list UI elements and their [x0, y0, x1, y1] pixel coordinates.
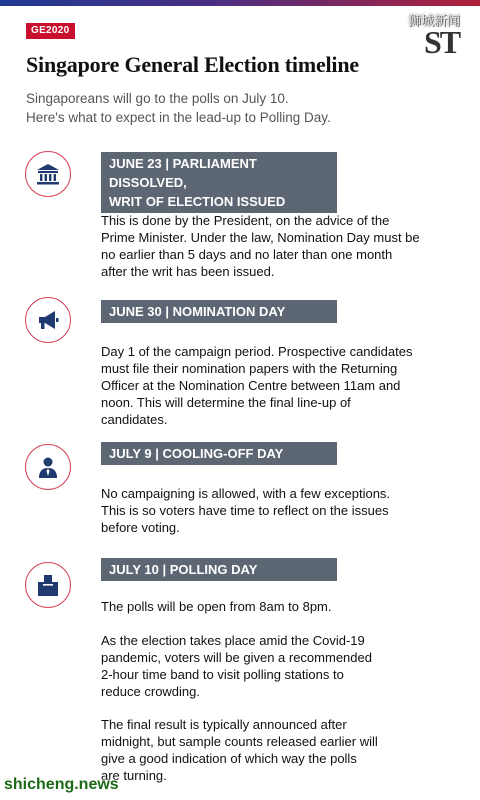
desc-line: The final result is typically announced after — [101, 717, 347, 732]
page-title: Singapore General Election timeline — [26, 52, 359, 77]
desc-line: must file their nomination papers with the Returning — [101, 361, 398, 376]
megaphone-icon — [25, 297, 71, 343]
ge2020-badge: GE2020 — [26, 23, 75, 39]
desc-line: midnight, but sample counts released earlier will — [101, 734, 378, 749]
st-logo: ST — [424, 24, 460, 60]
desc-line: Prime Minister. Under the law, Nomination Day must be — [101, 230, 420, 245]
watermark-top: 狮城新闻 — [408, 14, 461, 29]
event-description-july-10-para2 — [101, 632, 451, 700]
desc-line: before voting. — [101, 520, 180, 535]
desc-line: Officer at the Nomination Centre between 11am and — [101, 378, 401, 393]
event-label-june-30 — [101, 300, 337, 323]
desc-line: give a good indication of which way the polls — [101, 751, 357, 766]
event-description-july-10 — [101, 598, 451, 615]
desc-line: This is so voters have time to reflect on the issues — [101, 503, 389, 518]
ballot-box-icon — [25, 562, 71, 608]
event-label-july-9 — [101, 442, 337, 465]
desc-line: This is done by the President, on the advice of the — [101, 213, 390, 228]
event-label-line: JULY 10 | POLLING DAY — [109, 562, 258, 577]
event-description-june-30 — [101, 343, 451, 428]
event-label-line: WRIT OF ELECTION ISSUED — [109, 194, 286, 209]
desc-line: 2-hour time band to visit polling stations to — [101, 667, 344, 682]
event-label-june-23 — [101, 152, 337, 213]
desc-line: reduce crowding. — [101, 684, 200, 699]
top-gradient-bar — [0, 0, 480, 6]
desc-line: no earlier than 5 days and no later than one month — [101, 247, 393, 262]
parliament-building-icon — [25, 151, 71, 197]
desc-line: pandemic, voters will be given a recommended — [101, 650, 372, 665]
desc-line: As the election takes place amid the Covid-19 — [101, 633, 365, 648]
watermark-bottom: shicheng.news — [4, 776, 119, 793]
desc-line: after the writ has been issued. — [101, 264, 275, 279]
event-label-line: JULY 9 | COOLING-OFF DAY — [109, 446, 284, 461]
desc-line: Day 1 of the campaign period. Prospective candidates — [101, 344, 413, 359]
event-label-line: JUNE 30 | NOMINATION DAY — [109, 304, 286, 319]
event-description-july-9 — [101, 485, 451, 536]
subtitle-line: Singaporeans will go to the polls on July 10. — [26, 91, 289, 106]
person-tie-icon — [25, 444, 71, 490]
desc-line: No campaigning is allowed, with a few exceptions. — [101, 486, 391, 501]
desc-line: candidates. — [101, 412, 168, 427]
event-label-line: JUNE 23 | PARLIAMENT DISSOLVED, — [109, 156, 257, 190]
event-description-july-10-para3 — [101, 716, 451, 784]
desc-line: are turning. — [101, 768, 167, 783]
event-label-july-10 — [101, 558, 337, 581]
page-subtitle — [26, 89, 446, 127]
desc-line: noon. This will determine the final line-up of — [101, 395, 351, 410]
subtitle-line: Here's what to expect in the lead-up to Polling Day. — [26, 110, 331, 125]
event-description-june-23 — [101, 212, 451, 280]
desc-line: The polls will be open from 8am to 8pm. — [101, 599, 332, 614]
